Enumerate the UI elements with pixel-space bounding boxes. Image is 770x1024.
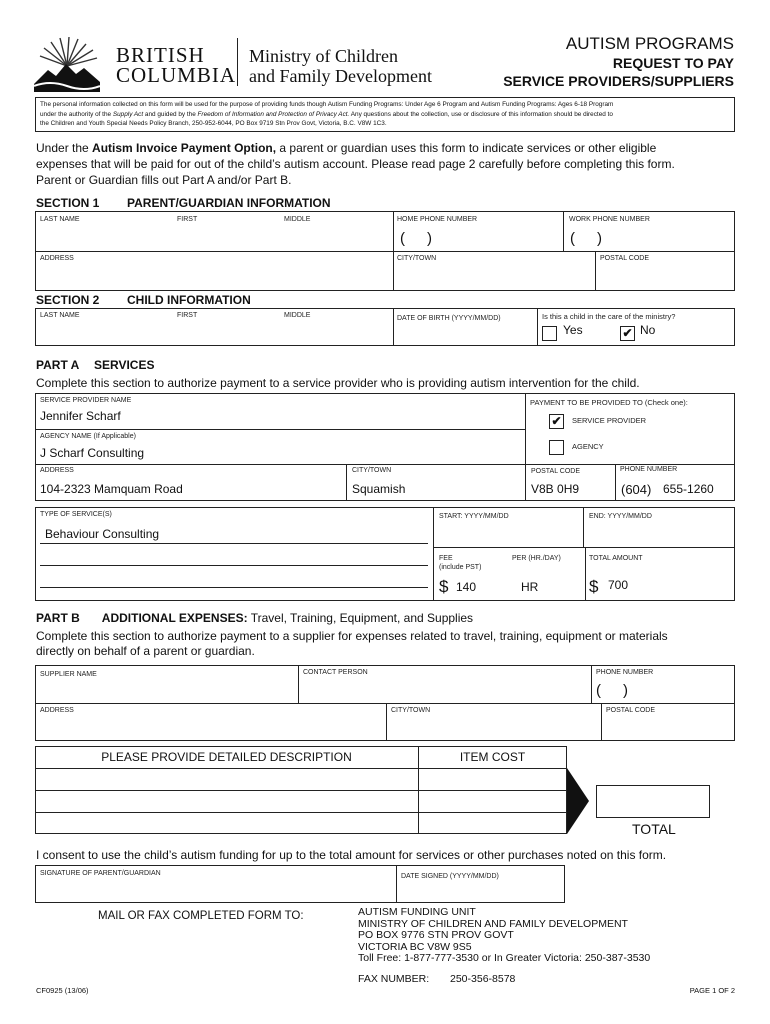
pay-service-provider-checkbox[interactable]: ✔ — [549, 414, 564, 429]
end-date-field[interactable] — [584, 522, 734, 546]
section2-number: SECTION 2 — [36, 293, 100, 307]
form-title: AUTISM PROGRAMS — [565, 34, 734, 53]
child-dob-field[interactable] — [394, 324, 536, 345]
supplier-phone-label: PHONE NUMBER — [596, 669, 654, 676]
work-phone-label: WORK PHONE NUMBER — [569, 216, 650, 223]
mail-line2: MINISTRY OF CHILDREN AND FAMILY DEVELOPMENT — [358, 917, 628, 930]
work-phone-field[interactable] — [564, 225, 734, 250]
start-date-field[interactable] — [434, 522, 582, 546]
start-date-label: START: YYYY/MM/DD — [439, 513, 509, 520]
child-dob-label: DATE OF BIRTH (YYYY/MM/DD) — [397, 315, 501, 322]
pay-service-provider-label: SERVICE PROVIDER — [572, 416, 647, 425]
home-phone-field[interactable] — [394, 225, 562, 250]
home-phone-area-open: ( — [400, 230, 405, 247]
fax-value: 250-356-8578 — [450, 973, 516, 985]
agency-name-value[interactable]: J Scharf Consulting — [40, 446, 145, 460]
total-currency: $ — [589, 577, 599, 596]
supplier-address-field[interactable] — [36, 716, 385, 740]
parent-address-label: ADDRESS — [40, 255, 74, 262]
type-of-service-label: TYPE OF SERVICE(S) — [40, 511, 112, 518]
parent-middle-name-label: MIDDLE — [284, 216, 311, 223]
mail-line3: PO BOX 9776 STN PROV GOVT — [358, 929, 514, 941]
expense-row-1-cost[interactable] — [419, 769, 566, 789]
total-amount-value[interactable]: 700 — [608, 578, 629, 592]
care-no-label: No — [640, 323, 656, 337]
partB-description: Complete this section to authorize payment to a supplier for expenses related to travel, training, equipment or materials directly on behalf of a parent or guardian. — [36, 629, 668, 658]
parent-last-name-label: LAST NAME — [40, 216, 80, 223]
privacy-line3: the Children and Youth Special Needs Policy Branch, 250-952-6044, PO Box 9719 Stn Prov Govt, Victoria, B.C. V8W 1C3. — [40, 120, 387, 127]
item-cost-header: ITEM COST — [459, 750, 526, 764]
signature-label: SIGNATURE OF PARENT/GUARDIAN — [40, 870, 161, 877]
supplier-postal-field[interactable] — [602, 716, 734, 740]
mail-line4: VICTORIA BC V8W 9S5 — [358, 940, 472, 953]
fee-currency: $ — [439, 577, 449, 596]
care-yes-label: Yes — [563, 323, 583, 337]
section1-title: PARENT/GUARDIAN INFORMATION — [127, 196, 331, 210]
partA-phone-label: PHONE NUMBER — [620, 466, 678, 473]
pay-agency-checkbox[interactable] — [549, 440, 564, 455]
care-question-label: Is this a child in the care of the ministry? — [542, 312, 676, 321]
expense-row-2-cost[interactable] — [419, 791, 566, 811]
parent-first-name-label: FIRST — [177, 216, 198, 223]
partA-postal-value[interactable]: V8B 0H9 — [531, 482, 580, 496]
ministry-line2: and Family Development — [249, 66, 432, 86]
date-signed-label: DATE SIGNED (YYYY/MM/DD) — [401, 873, 499, 880]
partA-address-label: ADDRESS — [40, 467, 74, 474]
work-phone-area-open: ( — [570, 230, 575, 247]
supplier-name-field[interactable] — [36, 680, 297, 702]
logo-text-line2: COLUMBIA — [116, 63, 237, 87]
fee-sublabel: (include PST) — [439, 564, 482, 571]
home-phone-area-close: ) — [427, 230, 432, 247]
supplier-name-label: SUPPLIER NAME — [40, 671, 97, 678]
provider-name-label: SERVICE PROVIDER NAME — [40, 397, 132, 404]
expense-row-3-cost[interactable] — [419, 813, 566, 833]
parent-city-label: CITY/TOWN — [397, 255, 437, 262]
logo-divider — [237, 38, 238, 86]
payment-to-label: PAYMENT TO BE PROVIDED TO (Check one): — [530, 398, 688, 407]
partA-phone-number[interactable]: 655-1260 — [663, 482, 714, 496]
page-number: PAGE 1 OF 2 — [689, 986, 735, 995]
partB-total-label: TOTAL — [632, 821, 676, 837]
contact-person-label: CONTACT PERSON — [303, 669, 368, 676]
supplier-city-field[interactable] — [387, 716, 600, 740]
fee-value[interactable]: 140 — [456, 580, 477, 594]
ministry-line1: Ministry of Children — [249, 46, 398, 66]
form-subtitle1: REQUEST TO PAY — [612, 55, 734, 71]
date-signed-field[interactable] — [397, 882, 564, 902]
care-no-checkbox[interactable]: ✔ — [620, 326, 635, 341]
expense-row-3-description[interactable] — [36, 813, 417, 833]
form-subtitle2: SERVICE PROVIDERS/SUPPLIERS — [503, 73, 734, 89]
section2-title: CHILD INFORMATION — [127, 293, 251, 307]
supplier-phone-field[interactable] — [592, 678, 734, 702]
partA-postal-label: POSTAL CODE — [531, 468, 581, 475]
partA-address-value[interactable]: 104-2323 Mamquam Road — [40, 482, 183, 496]
fee-label: FEE — [439, 555, 453, 562]
supplier-phone-open: ( — [596, 682, 601, 699]
partA-description: Complete this section to authorize payment to a service provider who is providing autism intervention for the child. — [36, 376, 640, 390]
child-middle-name-label: MIDDLE — [284, 312, 311, 319]
expense-row-2-description[interactable] — [36, 791, 417, 811]
privacy-notice — [40, 100, 732, 129]
end-date-label: END: YYYY/MM/DD — [589, 513, 652, 520]
contact-person-field[interactable] — [299, 680, 590, 702]
fax-label: FAX NUMBER: — [358, 973, 430, 985]
child-last-name-label: LAST NAME — [40, 312, 80, 319]
total-amount-label: TOTAL AMOUNT — [589, 555, 643, 562]
privacy-line1: The personal information collected on this form will be used for the purpose of providing funds though Autism Funding Programs: Under Age 6 Program and Autism Funding Programs: Ages 6-18 Program — [40, 101, 614, 108]
form-code: CF0925 (13/06) — [36, 986, 89, 995]
supplier-address-label: ADDRESS — [40, 707, 74, 714]
partA-city-label: CITY/TOWN — [352, 467, 392, 474]
supplier-city-label: CITY/TOWN — [391, 707, 431, 714]
pay-agency-label: AGENCY — [572, 442, 604, 451]
mail-line1: AUTISM FUNDING UNIT — [358, 906, 476, 918]
mail-address — [358, 907, 650, 965]
description-header: PLEASE PROVIDE DETAILED DESCRIPTION — [101, 750, 352, 764]
consent-text: I consent to use the child’s autism funding for up to the total amount for services or other purchases noted on this form. — [36, 848, 667, 862]
privacy-line2: under the authority of the Supply Act and guided by the Freedom of Information and Protection of Privacy Act. Any questions about the collection, use or disclosure of this information should be directed to — [40, 110, 613, 118]
partA-title: SERVICES — [94, 358, 155, 372]
type-of-service-value[interactable]: Behaviour Consulting — [45, 527, 160, 541]
partA-phone-area[interactable]: (604) — [621, 482, 652, 497]
mail-label: MAIL OR FAX COMPLETED FORM TO: — [98, 910, 304, 922]
per-label: PER (HR./DAY) — [512, 555, 561, 562]
care-yes-checkbox[interactable] — [542, 326, 557, 341]
partA-city-value[interactable]: Squamish — [352, 482, 406, 496]
parent-name-field[interactable] — [36, 225, 392, 250]
partA-label: PART A — [36, 358, 80, 372]
parent-postal-field[interactable] — [596, 264, 734, 290]
supplier-postal-label: POSTAL CODE — [606, 707, 656, 714]
intro-text: Under the Autism Invoice Payment Option, a parent or guardian uses this form to indicate services or other eligible expenses that will be paid for out of the child’s autism account. Please read page 2 carefully before completing this form. Parent or Guardian fills out Part A and/or Part B. — [36, 141, 675, 187]
per-value[interactable]: HR — [521, 580, 539, 594]
signature-field[interactable] — [36, 879, 395, 902]
provider-name-value[interactable]: Jennifer Scharf — [40, 409, 121, 423]
logo-text-line1: BRITISH — [116, 43, 205, 67]
parent-city-field[interactable] — [394, 264, 594, 290]
section1-number: SECTION 1 — [36, 196, 100, 210]
mail-line5: Toll Free: 1-877-777-3530 or In Greater Victoria: 250-387-3530 — [358, 952, 651, 964]
expense-row-1-description[interactable] — [36, 769, 417, 789]
child-name-field[interactable] — [36, 322, 392, 345]
child-first-name-label: FIRST — [177, 312, 198, 319]
home-phone-label: HOME PHONE NUMBER — [397, 216, 478, 223]
work-phone-area-close: ) — [597, 230, 602, 247]
partB-total-field[interactable] — [596, 785, 710, 818]
bc-logo-icon — [34, 36, 100, 92]
arrow-right-icon — [567, 768, 589, 834]
parent-postal-label: POSTAL CODE — [600, 255, 650, 262]
parent-address-field[interactable] — [36, 264, 392, 290]
agency-name-label: AGENCY NAME (If Applicable) — [40, 433, 136, 440]
supplier-phone-close: ) — [623, 682, 628, 699]
partB-heading: PART B ADDITIONAL EXPENSES: Travel, Training, Equipment, and Supplies — [36, 611, 474, 625]
